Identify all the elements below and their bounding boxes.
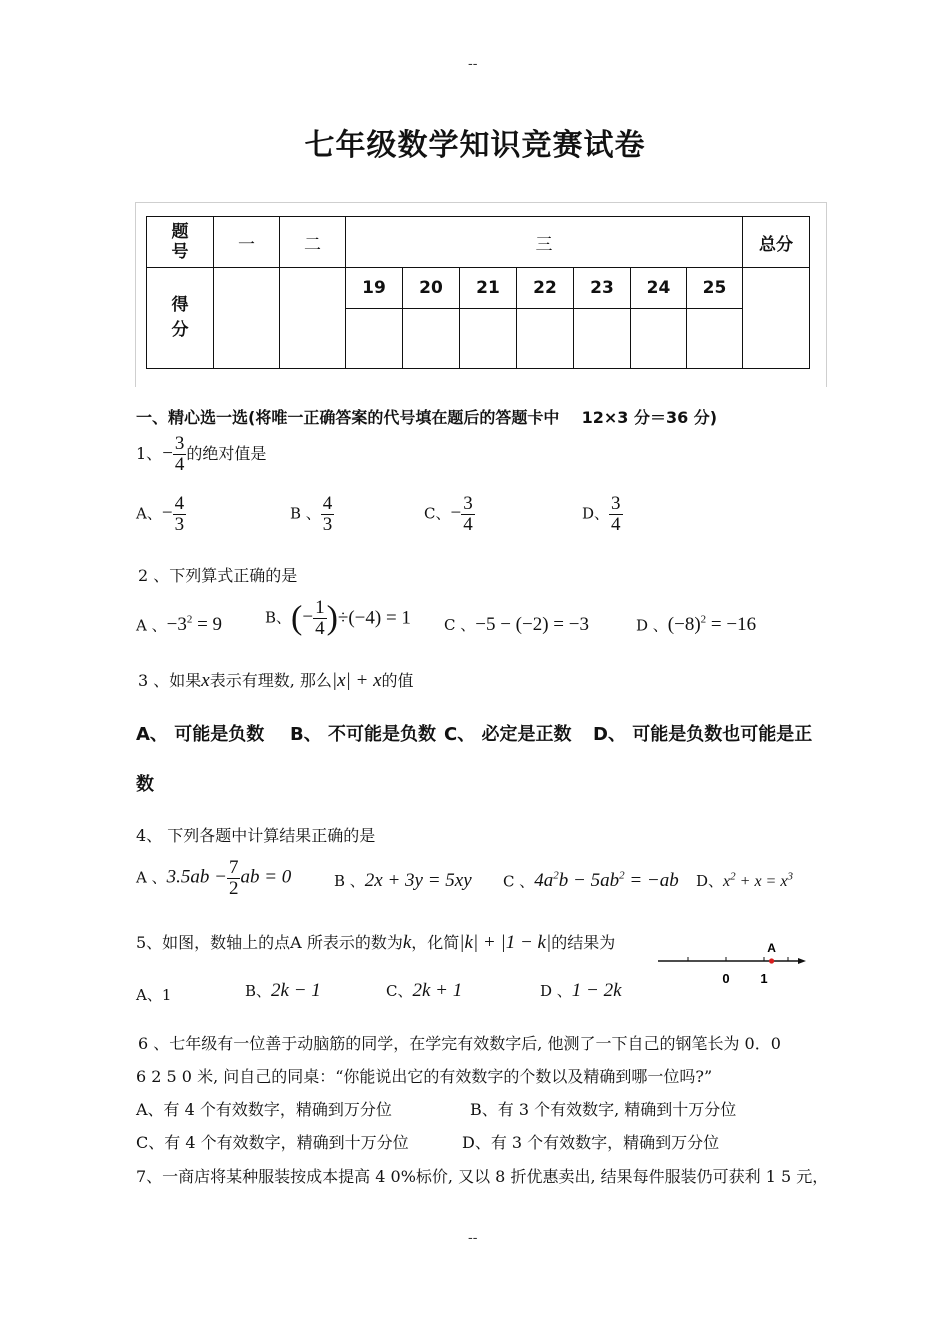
one-label: 1 (760, 971, 768, 986)
question-5: 5、如图，数轴上的点A 所表示的数为k，化简|k| + |1 − k|的结果为 (136, 932, 616, 953)
header-total-score: 总分 (743, 217, 810, 268)
number-line-figure (652, 936, 812, 992)
score-cell-24[interactable] (631, 309, 687, 369)
score-cell-19[interactable] (346, 309, 403, 369)
q1-option-b[interactable]: B 、 $\frac{4}{3}$ (290, 493, 333, 535)
q2-option-b[interactable]: B、(− $\frac{1}{4}$ )÷(−4) = 1 (265, 597, 411, 639)
q3-option-d-continued: 数 (136, 774, 154, 795)
score-cell-part-one[interactable] (214, 268, 280, 369)
q2-option-c[interactable]: C 、−5 − (−2) = −3 (444, 614, 589, 635)
header-question-number: 题号 (147, 217, 214, 268)
q-number-25: 25 (687, 268, 743, 309)
question-4: 4、 下列各题中计算结果正确的是 (136, 826, 376, 845)
score-cell-20[interactable] (403, 309, 460, 369)
q3-option-c[interactable]: C、 必定是正数 (444, 724, 572, 745)
q-number-19: 19 (346, 268, 403, 309)
q6-option-c[interactable]: C、有 4 个有效数字，精确到十万分位 (136, 1133, 409, 1152)
question-1: 1、− $\frac{3}{4}$ 的绝对值是 (136, 433, 267, 475)
q-number-24: 24 (631, 268, 687, 309)
q4-option-d[interactable]: D、$x^2 + x = x^3$ (696, 870, 793, 890)
question-6-line-1: 6 、七年级有一位善于动脑筋的同学，在学完有效数字后, 他测了一下自己的钢笔长为 0．0 (138, 1034, 781, 1053)
q1-fraction: $\frac{3}{4}$ (174, 433, 185, 475)
question-2: 2 、下列算式正确的是 (138, 566, 298, 585)
q4-option-a[interactable]: A 、3.5ab − $\frac{7}{2}$ ab = 0 (136, 857, 292, 899)
footer-mark: -- (468, 1230, 478, 1246)
question-7-line-1: 7、一商店将某种服装按成本提高 4 0%标价, 又以 8 折优惠卖出, 结果每件服装仍可获利 1 5 元， (136, 1167, 829, 1186)
q5-option-a[interactable]: A、1 (136, 986, 172, 1004)
score-cell-23[interactable] (574, 309, 631, 369)
q2-option-d[interactable]: D 、$(-8)^2 = -16$ (636, 614, 757, 636)
score-cell-22[interactable] (517, 309, 574, 369)
score-cell-total[interactable] (743, 268, 810, 369)
q5-option-b[interactable]: B、2k − 1 (245, 980, 321, 1001)
q-number-23: 23 (574, 268, 631, 309)
section-one-heading: 一、精心选一选(将唯一正确答案的代号填在题后的答题卡中 12×3 分＝36 分) (136, 408, 718, 427)
q-number-22: 22 (517, 268, 574, 309)
q4-option-b[interactable]: B 、2x + 3y = 5xy (334, 870, 472, 891)
number-line-arrow (798, 958, 806, 964)
zero-label: 0 (722, 971, 730, 986)
q3-option-b[interactable]: B、 不可能是负数 (290, 724, 436, 745)
q3-option-d[interactable]: D、 可能是负数也可能是正 (593, 724, 813, 745)
q6-option-a[interactable]: A、有 4 个有效数字，精确到万分位 (136, 1100, 392, 1119)
q3-option-a[interactable]: A、 可能是负数 (136, 724, 265, 745)
q1-option-c[interactable]: C、− $\frac{3}{4}$ (424, 493, 473, 535)
header-score: 得分 (147, 268, 214, 369)
q1-option-d[interactable]: D、 $\frac{3}{4}$ (582, 493, 621, 535)
q1-option-a[interactable]: A、− $\frac{4}{3}$ (136, 493, 185, 535)
q-number-21: 21 (460, 268, 517, 309)
point-a-marker (769, 958, 774, 963)
q6-option-d[interactable]: D、有 3 个有效数字，精确到万分位 (462, 1133, 720, 1152)
page-title: 七年级数学知识竞赛试卷 (304, 128, 646, 163)
header-part-three: 三 (346, 217, 743, 268)
score-cell-25[interactable] (687, 309, 743, 369)
point-a-label: A (767, 941, 776, 955)
header-part-two: 二 (280, 217, 346, 268)
q2-option-a[interactable]: A 、$-3^2 = 9$ (136, 614, 223, 636)
q5-option-c[interactable]: C、2k + 1 (386, 980, 463, 1001)
q-number-20: 20 (403, 268, 460, 309)
q4-option-c[interactable]: C 、$4a^2b - 5ab^2 = -ab$ (503, 870, 679, 892)
q5-option-d[interactable]: D 、1 − 2k (540, 980, 622, 1001)
header-mark: -- (468, 56, 478, 72)
header-part-one: 一 (214, 217, 280, 268)
question-6-line-2: 6 2 5 0 米, 问自己的同桌：“你能说出它的有效数字的个数以及精确到哪一位吗?” (136, 1067, 713, 1086)
score-cell-21[interactable] (460, 309, 517, 369)
score-cell-part-two[interactable] (280, 268, 346, 369)
q6-option-b[interactable]: B、有 3 个有效数字, 精确到十万分位 (470, 1100, 737, 1119)
score-table (146, 216, 810, 369)
question-3: 3 、如果x表示有理数, 那么|x| + x的值 (138, 670, 414, 691)
